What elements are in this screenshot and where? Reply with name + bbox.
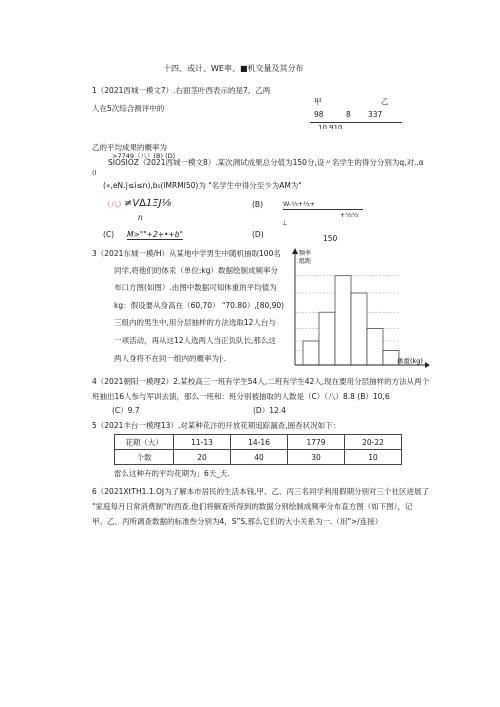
option-a-text: ≠V∆1ΞJ⅛ xyxy=(124,198,172,209)
option-c-text: M>""+2+•+b" xyxy=(127,230,183,239)
table-header-cell: 14-16 xyxy=(231,435,288,450)
flower-table xyxy=(114,434,402,465)
histogram-bar xyxy=(351,293,367,365)
table-cell: 个数 xyxy=(115,450,174,465)
table-cell: 20 xyxy=(174,450,231,465)
q4-line1: 4（2021朝阳一模理2）2.某校高三一班有学生54人,二班有学生42人,现在要用分层抽样的方法从两个 xyxy=(92,377,430,386)
q3-line4: kg：假设要从身高在（60,70） "70.80）,[80,90) xyxy=(114,301,285,310)
table-header-cell: 花期（大） xyxy=(115,435,174,450)
histogram-bar xyxy=(335,276,351,365)
option-a-sub: n xyxy=(138,213,143,222)
option-b-rule xyxy=(283,209,363,210)
q4-line3: (C）9.7 xyxy=(112,406,140,415)
x-axis-label: 体重(kg) xyxy=(397,357,423,365)
q4-line4: (D）12.4 xyxy=(253,406,286,415)
x-arrow-icon xyxy=(425,362,430,368)
q5-line1: 5（2021丰台一模理13）.对某种花汴的开放花期追踪漏查,圄杳状况如下： xyxy=(92,421,341,430)
stem-header-yi: 乙 xyxy=(381,97,389,106)
formula-line: («,eN.|≤i≤n),b₀(lMRMI50)为 "名学生中得分至少为AM为" xyxy=(103,181,302,190)
histogram-bar xyxy=(303,341,319,365)
q6-line1: 6（2021XtTH1.1.OJ为了解本市居民的生活本钱,甲、乙、丙三名同学利用假期分别对三个社区进展了 xyxy=(92,487,429,496)
option-d-label: (D) xyxy=(252,230,264,239)
q3-line3: 布口方图(如图）.由图中数据可知体重的平均值为 xyxy=(114,283,277,292)
stem-row1-left: 98 xyxy=(314,110,324,119)
frequency-histogram xyxy=(285,246,435,376)
table-row xyxy=(115,435,402,450)
q6-line3: 甲、乙、丙所调查数据的标准叁分别为4，S”S,那么它们的大小关系为一.（用">/连接） xyxy=(92,517,383,526)
stem-row2: 10 910 xyxy=(318,124,343,129)
option-a-label: （八） xyxy=(103,200,126,209)
page-title: 十四、或计、WE率、■机交量及其分布 xyxy=(163,64,304,73)
stem-header-jia: 甲 xyxy=(314,97,322,106)
option-b-text: W-⅓+⅓+ xyxy=(283,200,316,208)
q5-line2: 雷么这种卉的平均花期为」6天_天. xyxy=(114,469,230,478)
num-150: 150 xyxy=(323,234,338,243)
option-b-text2: +⅓⅓ xyxy=(340,211,359,219)
q1-options-line: >7749（八）(B) (D) xyxy=(112,152,176,160)
q3-line1: 3（2021东城一模/H）从某地中学男生中随机抽取100名 xyxy=(92,249,281,258)
q3-line7: 两人身将不在同一组内的概率为|·. xyxy=(114,354,227,363)
table-row xyxy=(115,450,402,465)
q1-line2: 人在5次综合测评中的 xyxy=(92,104,165,113)
y-label-bottom: 组距 xyxy=(299,258,312,265)
histogram-bar xyxy=(367,329,383,365)
table-cell: 30 xyxy=(288,450,345,465)
q3-line2: 同学,将他们的体汞（单位:kg）数据绘制成频率分 xyxy=(114,266,279,275)
option-c-label: (C) xyxy=(103,230,115,239)
table-header-cell: 20-22 xyxy=(345,435,402,450)
stem-row1-right: 337 xyxy=(368,110,383,119)
histogram-bars xyxy=(303,276,399,365)
q3-line6: 一项活动，再从这12人选两人当正负队长,那么这 xyxy=(114,336,276,345)
q4-line2: 班抽出16人参与军训去演，那么一班和：班分别被抽取的人数是（C）（八）8.8 (B）10,6 xyxy=(92,392,390,401)
dash-mark: ⊥ xyxy=(282,219,288,227)
table-header-cell: 11-13 xyxy=(174,435,231,450)
q3-line5: 三组内的男生中,用分层抽样的方法选取12人台与 xyxy=(114,318,276,327)
table-cell: 40 xyxy=(231,450,288,465)
table-cell: 10 xyxy=(345,450,402,465)
stem-row1-mid: 8 xyxy=(346,110,351,119)
small-mark: (l xyxy=(92,169,97,177)
table-header-cell: 1779 xyxy=(288,435,345,450)
stem-divider xyxy=(310,122,402,123)
histogram-bar xyxy=(319,312,335,365)
q2-line: SIOSIOZ（2021西城一模文8）.某次测试成果总分值为150分,设〃名学生的得分分别为q,对..α xyxy=(108,158,424,167)
option-b-label: (B) xyxy=(252,200,263,209)
y-arrow-icon xyxy=(292,248,298,254)
q6-line2: "家庭每月日常消费制"的西查.他们将解查所得到的数据分别绘制成频率分布直方图（如下图），记 xyxy=(92,502,413,511)
q1-line1: 1（2021西城一模文7）.右面茎叶西表示的是7、乙两 xyxy=(92,86,271,95)
y-label-top: 频率 xyxy=(299,250,312,257)
q1-line3: 乙的平均成果的概率为 xyxy=(92,143,167,152)
